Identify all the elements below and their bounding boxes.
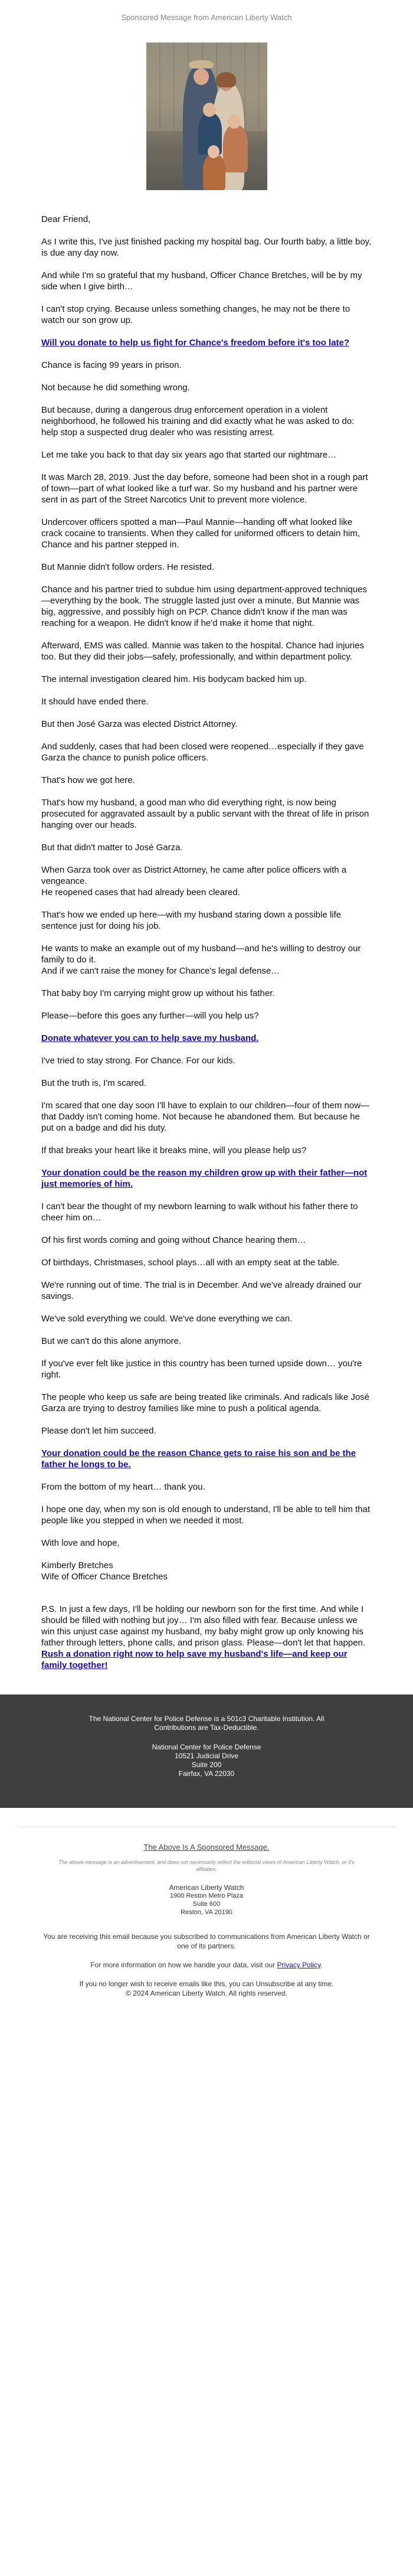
paragraph: He wants to make an example out of my husband—and he's willing to destroy our family to do it. And if we can't raise the money for Chance's legal defense… <box>41 943 361 976</box>
publisher-name: American Liberty Watch <box>169 1883 244 1892</box>
paragraph: It was March 28, 2019. Just the day before, someone had been shot in a rough part of town—part of what looked like a turf war. So my husband and his partner were sent in as part of the Street Narcotics Unit to prevent more violence. <box>41 472 368 505</box>
unsubscribe-notice[interactable]: If you no longer wish to receive emails like this, you can Unsubscribe at any time. © 2024 American Liberty Watch. All rights reserved. <box>79 1980 334 1997</box>
paragraph: And while I'm so grateful that my husband, Officer Chance Bretches, will be by my side when I give birth… <box>41 270 362 292</box>
paragraph: But we can't do this alone anymore. <box>41 1336 182 1346</box>
paragraph: That's how we got here. <box>41 775 135 785</box>
signature-name: Kimberly Bretches <box>41 1560 113 1571</box>
paragraph: I can't stop crying. Because unless something changes, he may not be there to watch our son grow up. <box>41 304 350 325</box>
paragraph: If that breaks your heart like it breaks mine, will you please help us? <box>41 1145 307 1155</box>
paragraph: Please—before this goes any further—will you help us? <box>41 1011 259 1021</box>
publisher-city: Reston, VA 20190 <box>181 1909 232 1916</box>
ad-disclaimer: The above message is an advertisement, and does not necessarily reflect the editorial views of American Liberty Watch, or it's affiliates. <box>58 1859 355 1872</box>
postscript: P.S. In just a few days, I'll be holding our newborn son for the first time. And while I should be filled with nothing but joy… I'm also filled with fear. Because unless we win this unjust case against my husband, my baby might grow up only knowing his father through letters, phone calls, and prison glass. Please—don't let that happen. Rush a donation right now to help save my husband's life—and keep our family together! <box>41 1604 366 1670</box>
privacy-policy-link[interactable]: Privacy Policy <box>277 1961 321 1969</box>
paragraph: Chance is facing 99 years in prison. <box>41 360 182 370</box>
receiving-notice: You are receiving this email because you subscribed to communications from American Liberty Watch or one of its partners. <box>43 1932 370 1950</box>
paragraph: That baby boy I'm carrying might grow up without his father. <box>41 988 275 998</box>
publisher-address <box>0 1883 413 1917</box>
paragraph: The internal investigation cleared him. His bodycam backed him up. <box>41 674 307 684</box>
signature <box>41 1560 372 1582</box>
paragraph: Of birthdays, Christmases, school plays…all with an empty seat at the table. <box>41 1258 340 1268</box>
paragraph: I've tried to stay strong. For Chance. For our kids. <box>41 1056 235 1066</box>
donate-link-ps[interactable]: Rush a donation right now to help save my husband's life—and keep our family together! <box>41 1649 348 1670</box>
closing: With love and hope, <box>41 1538 120 1548</box>
paragraph: Undercover officers spotted a man—Paul Mannie—handing off what looked like crack cocaine to transients. When they called for uniformed officers to detain him, Chance and his partner stepped in. <box>41 517 360 550</box>
paragraph: But the truth is, I'm scared. <box>41 1078 146 1088</box>
paragraph: From the bottom of my heart… thank you. <box>41 1482 205 1492</box>
paragraph: I can't bear the thought of my newborn learning to walk without his father there to cheer him on… <box>41 1202 358 1223</box>
sponsored-label: Sponsored Message from American Liberty Watch <box>121 12 292 22</box>
paragraph: But that didn't matter to José Garza. <box>41 843 183 853</box>
family-photo <box>146 43 267 190</box>
donate-link-freedom[interactable]: Will you donate to help us fight for Chance's freedom before it's too late? <box>41 338 350 348</box>
publisher-footer <box>0 1808 413 1998</box>
paragraph: But because, during a dangerous drug enforcement operation in a violent neighborhood, he followed his training and did exactly what he was asked to do: help stop a suspected drug dealer who was resisting arrest. <box>41 405 355 438</box>
donate-link-raise-son[interactable]: Your donation could be the reason Chance gets to raise his son and be the father he longs to be. <box>41 1448 356 1470</box>
paragraph: Chance and his partner tried to subdue him using department-approved techniques—everything by the book. The struggle lasted just over a minute. But Mannie was big, aggressive, and possibly high on PCP. Chance didn't know if the man was reaching for a weapon. He didn't know if he'd make it home that night. <box>41 585 368 628</box>
charity-street: 10521 Judicial Drive <box>174 1752 239 1760</box>
copyright: © 2024 American Liberty Watch. All rights reserved. <box>126 1989 287 1997</box>
donate-link-save-husband[interactable]: Donate whatever you can to help save my husband. <box>41 1033 259 1043</box>
hero-photo-container <box>0 43 413 190</box>
paragraph: I'm scared that one day soon I'll have to explain to our children—four of them now—that Daddy isn't coming home. Not because he abandoned them. But because he put on a badge and did his duty. <box>41 1101 370 1133</box>
charity-city: Fairfax, VA 22030 <box>178 1769 235 1778</box>
paragraph: I hope one day, when my son is old enough to understand, I'll be able to tell him that people like you stepped in when we needed it most. <box>41 1504 371 1526</box>
letter-greeting: Dear Friend, <box>41 214 91 224</box>
publisher-suite: Suite 600 <box>192 1901 221 1908</box>
paragraph: The people who keep us safe are being treated like criminals. And radicals like José Garza are trying to destroy families like mine to push a political agenda. <box>41 1392 370 1413</box>
charity-footer <box>0 1695 413 1808</box>
legal-notices <box>41 1932 372 1998</box>
signature-title: Wife of Officer Chance Bretches <box>41 1572 168 1582</box>
charity-suite: Suite 200 <box>191 1761 222 1769</box>
paragraph: If you've ever felt like justice in this country has been turned upside down… you're right. <box>41 1359 362 1380</box>
publisher-street: 1900 Reston Metro Plaza <box>169 1892 244 1899</box>
paragraph: We're running out of time. The trial is in December. And we've already drained our savings. <box>41 1280 362 1301</box>
paragraph: And suddenly, cases that had been closed were reopened…especially if they gave Garza the chance to punish police officers. <box>41 742 364 763</box>
paragraph: Not because he did something wrong. <box>41 383 190 393</box>
paragraph: Please don't let him succeed. <box>41 1426 156 1436</box>
paragraph: Afterward, EMS was called. Mannie was taken to the hospital. Chance had injuries too. But they did their jobs—safely, professionally, and within department policy. <box>41 641 364 662</box>
paragraph: It should have ended there. <box>41 697 149 707</box>
paragraph: Of his first words coming and going without Chance hearing them… <box>41 1235 306 1245</box>
paragraph: Let me take you back to that day six years ago that started our nightmare… <box>41 450 337 460</box>
paragraph: As I write this, I've just finished packing my hospital bag. Our fourth baby, a little boy, is due any day now. <box>41 237 372 258</box>
paragraph: That's how we ended up here—with my husband staring down a possible life sentence just for doing his job. <box>41 910 342 931</box>
paragraph: But then José Garza was elected District Attorney. <box>41 719 238 729</box>
paragraph: That's how my husband, a good man who did everything right, is now being prosecuted for aggravated assault by a public servant with the threat of life in prison hanging over our heads. <box>41 798 369 830</box>
charity-org-name: National Center for Police Defense <box>152 1743 261 1751</box>
paragraph: But Mannie didn't follow orders. He resisted. <box>41 562 215 572</box>
donate-link-children[interactable]: Your donation could be the reason my children grow up with their father—not just memories of him. <box>41 1168 368 1189</box>
sponsored-header <box>0 0 413 34</box>
tax-deductible-notice: The National Center for Police Defense is a 501c3 Charitable Institution. All Contributions are Tax-Deductible. <box>88 1715 324 1732</box>
letter-body <box>41 214 372 1671</box>
paragraph: When Garza took over as District Attorney, he came after police officers with a vengeance. He reopened cases that had already been cleared. <box>41 865 347 897</box>
privacy-notice: For more information on how we handle your data, visit our Privacy Policy. <box>90 1961 323 1969</box>
sponsored-notice: The Above Is A Sponsored Message. <box>143 1843 270 1852</box>
paragraph: We've sold everything we could. We've done everything we can. <box>41 1314 293 1324</box>
